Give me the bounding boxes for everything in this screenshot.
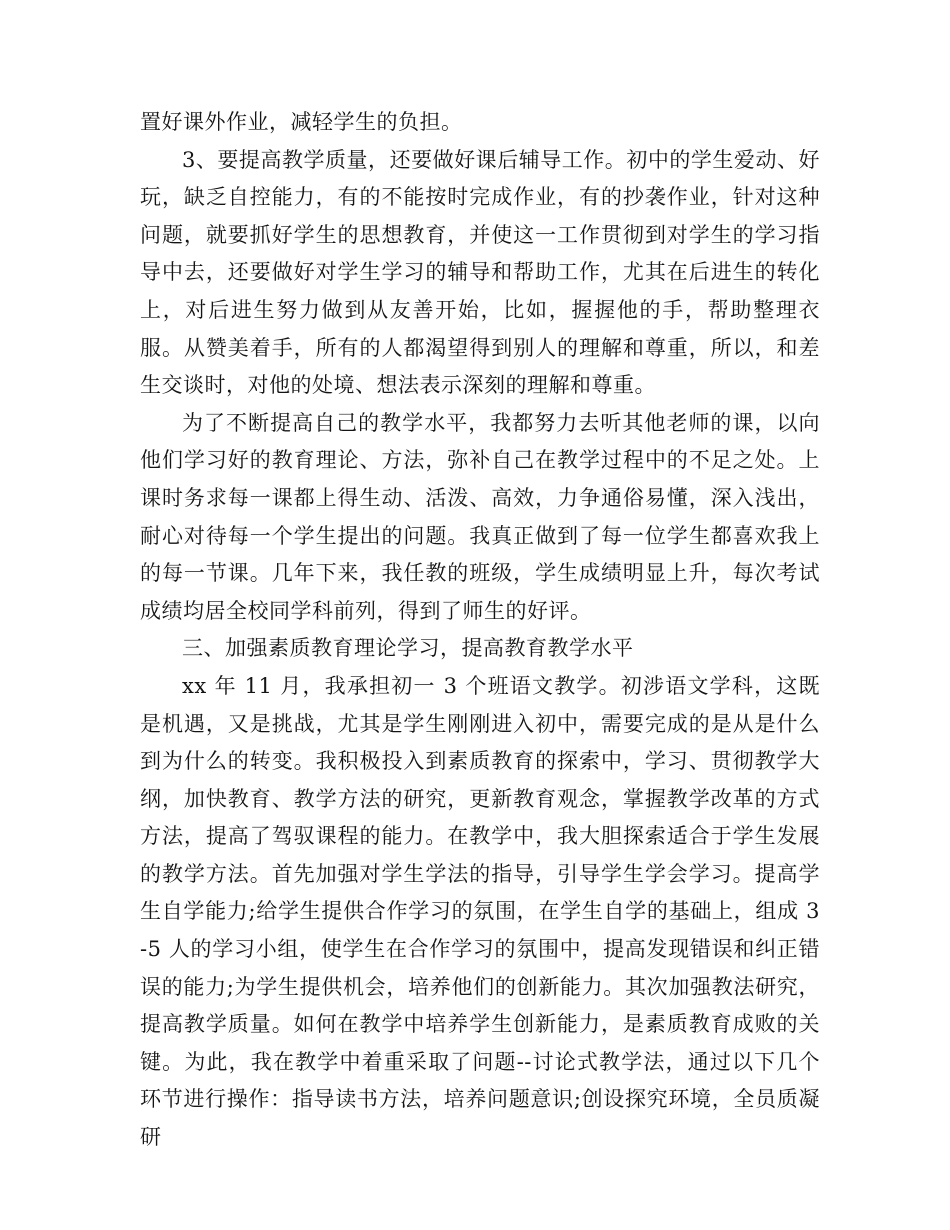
section-heading: 三、加强素质教育理论学习，提高教育教学水平 (182, 636, 634, 661)
paragraph-quality-education: xx 年 11 月，我承担初一 3 个班语文教学。初涉语文学科，这既是机遇，又是挑战，尤其是学生刚刚进入初中，需要完成的是从是什么到为什么的转变。我积极投入到素质教育的探索中，学习、贯彻教学大纲，加快教育、教学方法的研究，更新教育观念，掌握教学改革的方式方法，提高了驾驭课程的能力。在教学中，我大胆探索适合于学生发展的教学方法。首先加强对学生学法的指导，引导学生学会学习。提高学生自学能力;给学生提供合作学习的氛围，在学生自学的基础上，组成 3-5 人的学习小组，使学生在合作学习的氛围中，提高发现错误和纠正错误的能力;为学生提供机会，培养他们的创新能力。其次加强教法研究，提高教学质量。如何在教学中培养学生创新能力，是素质教育成败的关键。为此，我在教学中着重采取了问题--讨论式教学法，通过以下几个环节进行操作：指导读书方法，培养问题意识;创设探究环境，全员质凝研 (140, 673, 820, 1150)
paragraph-after-class-tutoring: 3、要提高教学质量，还要做好课后辅导工作。初中的学生爱动、好玩，缺乏自控能力，有的不能按时完成作业，有的抄袭作业，针对这种问题，就要抓好学生的思想教育，并使这一工作贯彻到对学生的学习指导中去，还要做好对学生学习的辅导和帮助工作，尤其在后进生的转化上，对后进生努力做到从友善开始，比如，握握他的手，帮助整理衣服。从赞美着手，所有的人都渴望得到别人的理解和尊重，所以，和差生交谈时，对他的处境、想法表示深刻的理解和尊重。 (140, 147, 820, 398)
paragraph-homework: 置好课外作业，减轻学生的负担。 (140, 110, 463, 134)
document-body (140, 104, 820, 1157)
paragraph-teaching-level: 为了不断提高自己的教学水平，我都努力去听其他老师的课，以向他们学习好的教育理论、方法，弥补自己在教学过程中的不足之处。上课时务求每一课都上得生动、活泼、高效，力争通俗易懂，深入浅出，耐心对待每一个学生提出的问题。我真正做到了每一位学生都喜欢我上的每一节课。几年下来，我任教的班级，学生成绩明显上升，每次考试成绩均居全校同学科前列，得到了师生的好评。 (140, 410, 820, 623)
